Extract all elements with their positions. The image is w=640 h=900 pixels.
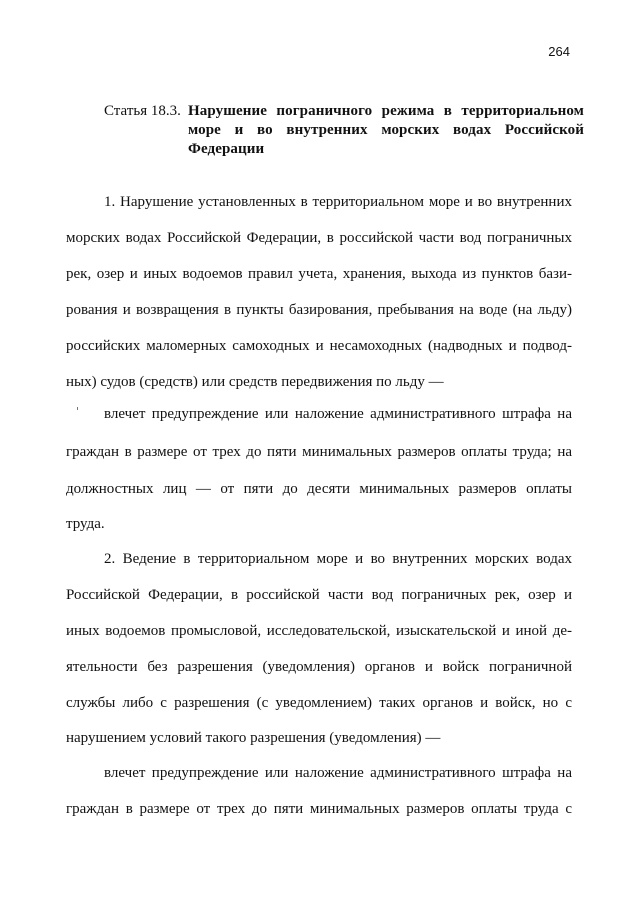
paragraph-line: иных водоемов промысловой, исследовательской, изыскательской и иной де-	[66, 623, 572, 639]
article-number: Статья 18.3.	[104, 103, 181, 119]
page-number: 264	[548, 44, 570, 59]
paragraph-line: ятельности без разрешения (уведомления) органов и войск пограничной	[66, 659, 572, 675]
scan-speck	[77, 407, 78, 410]
paragraph-line: нарушением условий такого разрешения (уведомления) —	[66, 730, 441, 746]
paragraph-line: службы либо с разрешения (с уведомлением) таких органов и войск, но с	[66, 695, 572, 711]
article-heading	[104, 102, 584, 159]
paragraph-line: рек, озер и иных водоемов правил учета, хранения, выхода из пунктов бази-	[66, 266, 572, 282]
article-title: Нарушение пограничного режима в территориальном море и во внутренних морских водах Российской Федерации	[188, 103, 584, 157]
paragraph-line: влечет предупреждение или наложение административного штрафа на	[104, 765, 572, 781]
paragraph-line: Российской Федерации, в российской части вод пограничных рек, озер и	[66, 587, 572, 603]
paragraph-line: граждан в размере от трех до пяти минимальных размеров оплаты труда с	[66, 801, 572, 817]
paragraph-line: должностных лиц — от пяти до десяти минимальных размеров оплаты	[66, 481, 572, 497]
paragraph-line: 2. Ведение в территориальном море и во внутренних морских водах	[104, 551, 572, 567]
paragraph-line: 1. Нарушение установленных в территориальном море и во внутренних	[104, 194, 572, 210]
paragraph-line: труда.	[66, 516, 105, 532]
paragraph-line: морских водах Российской Федерации, в российской части вод пограничных	[66, 230, 572, 246]
paragraph-line: рования и возвращения в пункты базирования, пребывания на воде (на льду)	[66, 302, 572, 318]
paragraph-line: ных) судов (средств) или средств передвижения по льду —	[66, 374, 444, 390]
paragraph-line: влечет предупреждение или наложение административного штрафа на	[104, 406, 572, 422]
paragraph-line: граждан в размере от трех до пяти минимальных размеров оплаты труда; на	[66, 444, 572, 460]
paragraph-line: российских маломерных самоходных и несамоходных (надводных и подвод-	[66, 338, 572, 354]
